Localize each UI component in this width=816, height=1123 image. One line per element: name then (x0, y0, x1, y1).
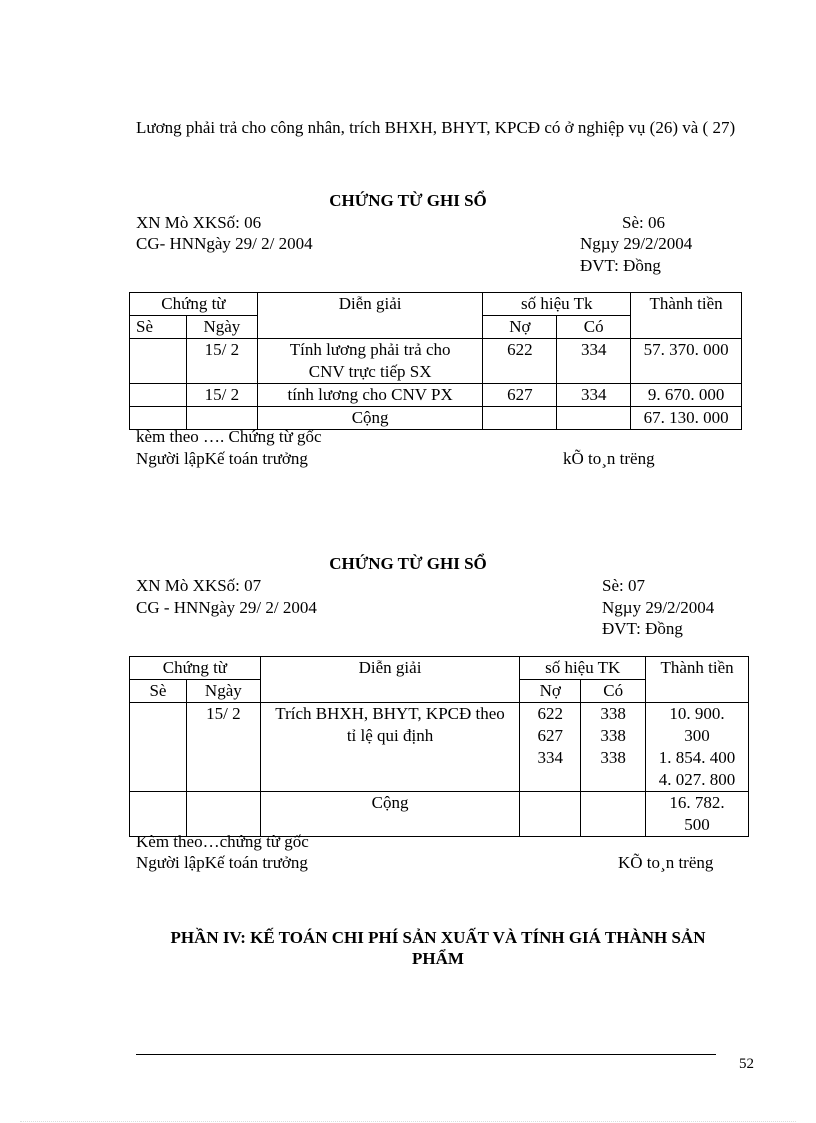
amount-line: 300 (684, 726, 710, 745)
cell-no (520, 703, 581, 792)
header-ngay: Ngày (186, 316, 257, 339)
cell-ngay: 15/ 2 (186, 703, 260, 792)
header-dien-giai: Diễn giải (260, 657, 520, 703)
cell-empty (130, 792, 187, 837)
cell-empty (581, 792, 646, 837)
cell-no: 627 (483, 384, 557, 407)
header-co: Có (557, 316, 631, 339)
voucher1-attachments: kèm theo …. Chứng từ gốc (136, 427, 322, 446)
header-co: Có (581, 680, 646, 703)
voucher1-enterprise: XN Mò XKSố: 06 (136, 213, 262, 232)
cell-co: 334 (557, 339, 631, 384)
voucher1-unit-date: CG- HNNgày 29/ 2/ 2004 (136, 234, 313, 253)
voucher1-title: CHỨNG TỪ GHI SỔ (329, 191, 487, 210)
cell-co: 334 (557, 384, 631, 407)
voucher2-title: CHỨNG TỪ GHI SỔ (329, 554, 487, 573)
cell-thanh-tien: 57. 370. 000 (631, 339, 742, 384)
footer-rule (136, 1054, 716, 1055)
cell-thanh-tien: 9. 670. 000 (631, 384, 742, 407)
voucher1-table (129, 292, 742, 430)
total-value: 67. 130. 000 (631, 407, 742, 430)
total-label: Cộng (260, 792, 520, 837)
page-number: 52 (739, 1056, 754, 1072)
cell-co (581, 703, 646, 792)
cell-thanh-tien (646, 703, 749, 792)
amount-line: 1. 854. 400 (658, 748, 736, 767)
voucher1-signatures: Người lậpKế toán trưởng (136, 449, 308, 468)
cell-dien-giai: Tính lương phải trả cho CNV trực tiếp SX (257, 339, 483, 384)
cell-empty (520, 792, 581, 837)
total-value (646, 792, 749, 837)
header-chung-tu: Chứng từ (130, 657, 261, 680)
cell-empty (186, 792, 260, 837)
cell-dien-giai: tính lương cho CNV PX (257, 384, 483, 407)
cell-dien-giai: Trích BHXH, BHYT, KPCĐ theo tỉ lệ qui định (260, 703, 520, 792)
cell-ngay: 15/ 2 (186, 339, 257, 384)
co-line: 338 (600, 748, 626, 767)
table-row (130, 339, 742, 384)
co-line: 338 (600, 726, 626, 745)
voucher2-currency-unit: ĐVT: Đồng (602, 619, 683, 638)
voucher1-number: Sè: 06 (622, 213, 665, 232)
amount-line: 10. 900. (669, 704, 725, 723)
voucher2-attachments: Kèm theo…chứng từ gốc (136, 832, 309, 851)
voucher2-signatures: Người lậpKế toán trưởng (136, 853, 308, 872)
voucher2-chief-accountant: KÕ to¸n trëng (618, 853, 714, 872)
section-heading: PHẦN IV: KẾ TOÁN CHI PHÍ SẢN XUẤT VÀ TÍNH GIÁ THÀNH SẢN PHẨM (170, 928, 706, 968)
voucher2-number: Sè: 07 (602, 576, 645, 595)
header-ngay: Ngày (186, 680, 260, 703)
page-bottom-border (20, 1121, 796, 1122)
cell-se (130, 703, 187, 792)
no-line: 334 (537, 748, 564, 767)
voucher2-date: Ngµy 29/2/2004 (602, 598, 715, 617)
amount-line: 4. 027. 800 (658, 770, 736, 789)
header-chung-tu: Chứng từ (130, 293, 258, 316)
total-line: 500 (684, 815, 710, 834)
cell-ngay: 15/ 2 (186, 384, 257, 407)
cell-no: 622 (483, 339, 557, 384)
header-dien-giai: Diễn giải (257, 293, 483, 339)
table-row (130, 703, 749, 792)
header-thanh-tien: Thành tiền (646, 657, 749, 703)
total-row (130, 792, 749, 837)
cell-empty (483, 407, 557, 430)
voucher2-enterprise: XN Mò XKSố: 07 (136, 576, 262, 595)
cell-se (130, 339, 187, 384)
header-se: Sè (130, 680, 187, 703)
header-so-hieu: số hiệu TK (520, 657, 646, 680)
intro-paragraph: Lương phải trả cho công nhân, trích BHXH, BHYT, KPCĐ có ở nghiệp vụ (26) và ( 27) (136, 118, 736, 137)
header-so-hieu: số hiệu Tk (483, 293, 631, 316)
table-row (130, 384, 742, 407)
cell-se (130, 384, 187, 407)
co-line: 338 (600, 704, 626, 723)
total-label: Cộng (257, 407, 483, 430)
voucher1-chief-accountant: kÕ to¸n trëng (563, 449, 655, 468)
voucher2-unit-date: CG - HNNgày 29/ 2/ 2004 (136, 598, 317, 617)
header-se: Sè (130, 316, 187, 339)
total-line: 16. 782. (669, 793, 725, 812)
header-no: Nợ (483, 316, 557, 339)
voucher2-table (129, 656, 749, 837)
header-thanh-tien: Thành tiền (631, 293, 742, 339)
no-line: 622 (537, 704, 564, 723)
voucher1-currency-unit: ĐVT: Đồng (580, 256, 661, 275)
no-line: 627 (537, 726, 564, 745)
voucher1-date: Ngµy 29/2/2004 (580, 234, 693, 253)
cell-empty (557, 407, 631, 430)
header-no: Nợ (520, 680, 581, 703)
